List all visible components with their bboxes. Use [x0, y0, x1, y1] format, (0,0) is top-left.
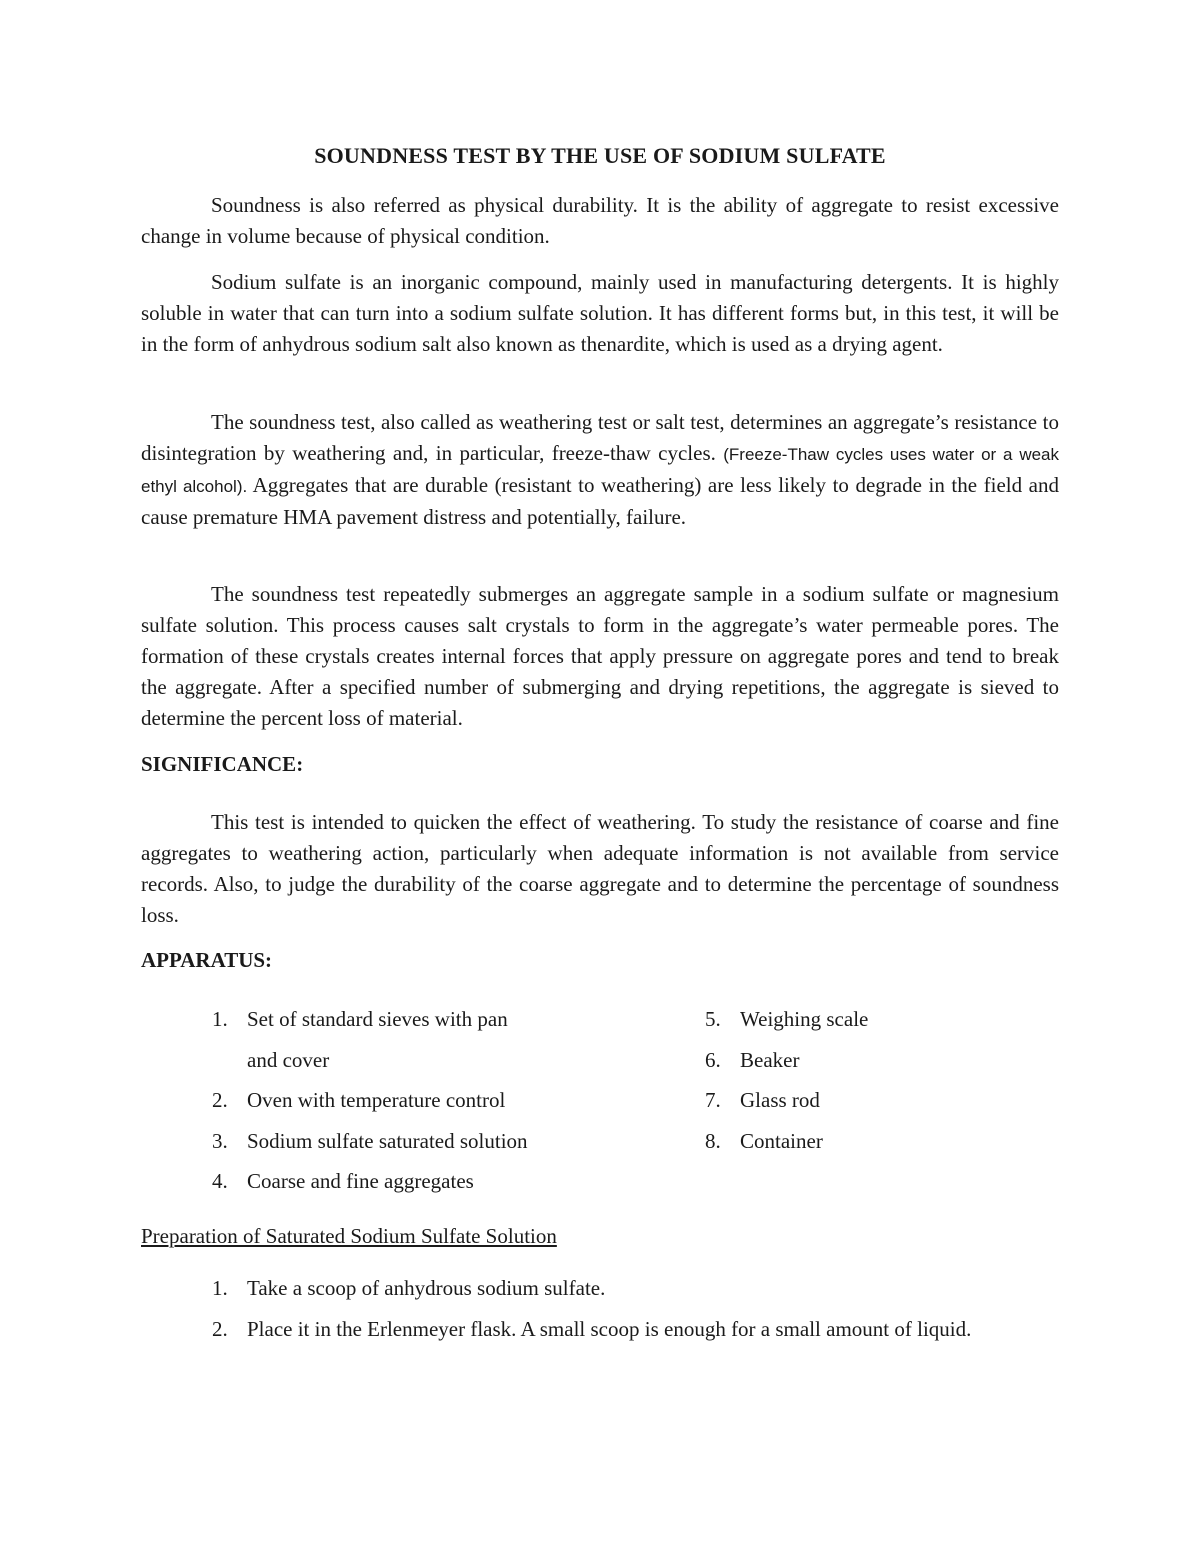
list-item-text: Glass rod: [740, 1088, 820, 1112]
list-item-number: 3.: [212, 1128, 228, 1153]
list-item-text: Oven with temperature control: [247, 1088, 506, 1112]
list-item-number: 5.: [705, 1007, 721, 1031]
list-item: [705, 1080, 1005, 1121]
intro-paragraph-3: [141, 407, 1059, 533]
list-item-number: 2.: [212, 1316, 228, 1341]
list-item-number: 7.: [705, 1088, 721, 1112]
list-item-number: 6.: [705, 1047, 721, 1072]
list-item: [212, 1309, 1072, 1350]
preparation-heading: Preparation of Saturated Sodium Sulfate Solution: [141, 1224, 557, 1248]
page-title: SOUNDNESS TEST BY THE USE OF SODIUM SULFATE: [314, 143, 886, 168]
list-item-number: 2.: [212, 1088, 228, 1112]
list-item-text: Coarse and fine aggregates: [247, 1169, 474, 1193]
list-item: [705, 1121, 1005, 1162]
list-item: [212, 1040, 632, 1081]
list-item: [212, 1121, 632, 1162]
list-item-text: Container: [740, 1128, 823, 1153]
apparatus-heading: APPARATUS:: [141, 948, 273, 972]
list-item-text: Take a scoop of anhydrous sodium sulfate.: [247, 1276, 606, 1300]
intro-paragraph-2: Sodium sulfate is an inorganic compound, mainly used in manufacturing detergents. It is highly soluble in water that can turn into a sodium sulfate solution. It has different forms but, in this test, it will be in the form of anhydrous sodium salt also known as thenardite, which is used as a drying agent.: [141, 270, 1059, 356]
list-item: [212, 1080, 632, 1121]
list-item: [212, 999, 632, 1040]
paragraph-3-text-a: The soundness test, also called as weathering test or salt test, determines an aggregate’s resistance to disintegration by weathering and, in particular, freeze-thaw cycles.: [141, 410, 1059, 465]
paragraph-3-text-b: Aggregates that are durable (resistant to weathering) are less likely to degrade in the field and cause premature HMA pavement distress and potentially, failure.: [141, 473, 1060, 529]
list-item-number: 1.: [212, 1007, 228, 1031]
list-item: [705, 999, 1005, 1040]
apparatus-list-right: [705, 999, 1005, 1161]
list-item: [705, 1040, 1005, 1081]
list-item-text: Beaker: [740, 1047, 800, 1072]
list-item-text: Set of standard sieves with pan: [247, 1007, 508, 1031]
intro-paragraph-4: The soundness test repeatedly submerges an aggregate sample in a sodium sulfate or magnesium sulfate solution. This process causes salt crystals to form in the aggregate’s water permeable pores. The formation of these crystals creates internal forces that apply pressure on aggregate pores and tend to break the aggregate. After a specified number of submerging and drying repetitions, the aggregate is sieved to determine the percent loss of material.: [141, 582, 1059, 730]
intro-paragraph-1: Soundness is also referred as physical durability. It is the ability of aggregate to resist excessive change in volume because of physical condition.: [141, 193, 1059, 248]
apparatus-list-left: [212, 999, 632, 1202]
list-item-text: Place it in the Erlenmeyer flask. A small scoop is enough for a small amount of liquid.: [247, 1316, 972, 1341]
list-item-text: Weighing scale: [740, 1007, 869, 1031]
significance-paragraph: This test is intended to quicken the effect of weathering. To study the resistance of coarse and fine aggregates to weathering action, particularly when adequate information is not available from service records. Also, to judge the durability of the coarse aggregate and to determine the percentage of soundness loss.: [141, 810, 1059, 927]
preparation-steps-list: [212, 1268, 1072, 1349]
list-item: [212, 1268, 1072, 1309]
list-item: [212, 1161, 632, 1202]
list-item-text: and cover: [247, 1047, 330, 1072]
paragraph-3-note: (Freeze-Thaw cycles uses water or a weak ethyl alcohol).: [141, 445, 1060, 496]
list-item-number: 8.: [705, 1128, 721, 1153]
list-item-number: 4.: [212, 1169, 228, 1193]
list-item-number: 1.: [212, 1276, 228, 1300]
list-item-text: Sodium sulfate saturated solution: [247, 1128, 528, 1153]
significance-heading: SIGNIFICANCE:: [141, 752, 304, 776]
